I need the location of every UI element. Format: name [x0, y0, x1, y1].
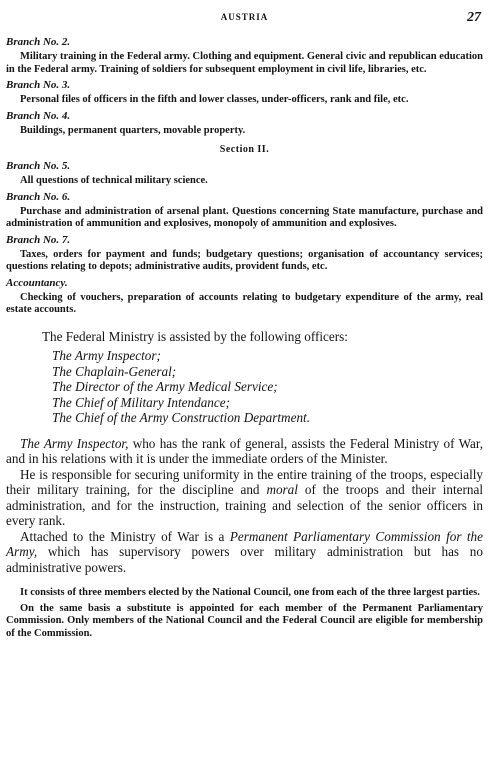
page-header [0, 10, 489, 26]
officer-item: The Chief of Military Intendance; [52, 394, 230, 410]
branch-4-text: Buildings, permanent quarters, movable property. [20, 124, 246, 136]
accountancy-text: Checking of vouchers, preparation of accounts relating to budgetary expenditure of the army, real estate accounts. [6, 291, 483, 315]
page-body [6, 36, 483, 643]
substitute-paragraph: On the same basis a substitute is appointed for each member of the Permanent Parliamentary Commission. Only members of the National Council and the Federal Council are eligible for membership of the Commission. [6, 602, 483, 639]
branch-7-label: Branch No. 7. [6, 233, 71, 246]
section-heading: Section II. [219, 144, 270, 155]
page-number: 27 [467, 10, 481, 25]
branch-6-label: Branch No. 6. [6, 190, 71, 203]
branch-5-label: Branch No. 5. [6, 160, 71, 172]
responsibility-text-a: He is responsible for securing uniformity in the entire training of the troops, especially their military training, for the discipline and [6, 466, 483, 497]
army-inspector-paragraph [6, 436, 483, 467]
commission-text-b: which has supervisory powers over military administration but has no administrative powers. [6, 544, 483, 575]
commission-name: Permanent Parliamentary Commission for the Army, [6, 528, 483, 559]
branch-4-label: Branch No. 4. [6, 109, 71, 122]
branch-3-label: Branch No. 3. [6, 79, 71, 91]
branch-2-text: Military training in the Federal army. Clothing and equipment. General civic and republican education in the Federal army. Training of soldiers for subsequent employment in civil life, libraries, etc. [6, 51, 483, 75]
branch-6-text: Purchase and administration of arsenal plant. Questions concerning State manufacture, purchase and administration of ammunition and explosives, monopoly of ammunition and explosives. [6, 205, 483, 229]
army-inspector-text: who has the rank of general, assists the Federal Ministry of War, and in his relations with it is under the immediate orders of the Minister. [6, 435, 483, 466]
officers-intro: The Federal Ministry is assisted by the following officers: [42, 328, 348, 344]
commission-paragraph [6, 529, 483, 576]
commission-text-a: Attached to the Ministry of War is a [20, 528, 230, 544]
responsibility-paragraph [6, 467, 483, 529]
moral-term: moral [266, 482, 298, 497]
officer-item: The Director of the Army Medical Service; [52, 379, 278, 394]
branch-5-text: All questions of technical military science. [20, 175, 208, 186]
branch-3-text: Personal files of officers in the fifth and lower classes, under-officers, rank and file, etc. [20, 94, 409, 105]
officer-item: The Chief of the Army Construction Department. [52, 410, 310, 425]
accountancy-label: Accountancy. [6, 276, 68, 289]
responsibility-text-b: of the troops and their internal administration, and for the instruction, training and selection of the senior officers in every rank. [6, 482, 483, 528]
branch-2-label: Branch No. 2. [6, 36, 71, 48]
officer-item: The Chaplain-General; [52, 363, 177, 379]
army-inspector-term: The Army Inspector, [20, 435, 129, 451]
running-head: AUSTRIA [220, 12, 269, 22]
officers-list [52, 348, 483, 426]
branch-7-text: Taxes, orders for payment and funds; budgetary questions; organisation of accountancy services; questions relating to depots; administrative audits, provident funds, etc. [6, 248, 483, 272]
commission-members-paragraph: It consists of three members elected by the National Council, one from each of the three largest parties. [20, 587, 480, 598]
officer-item: The Army Inspector; [52, 348, 161, 363]
